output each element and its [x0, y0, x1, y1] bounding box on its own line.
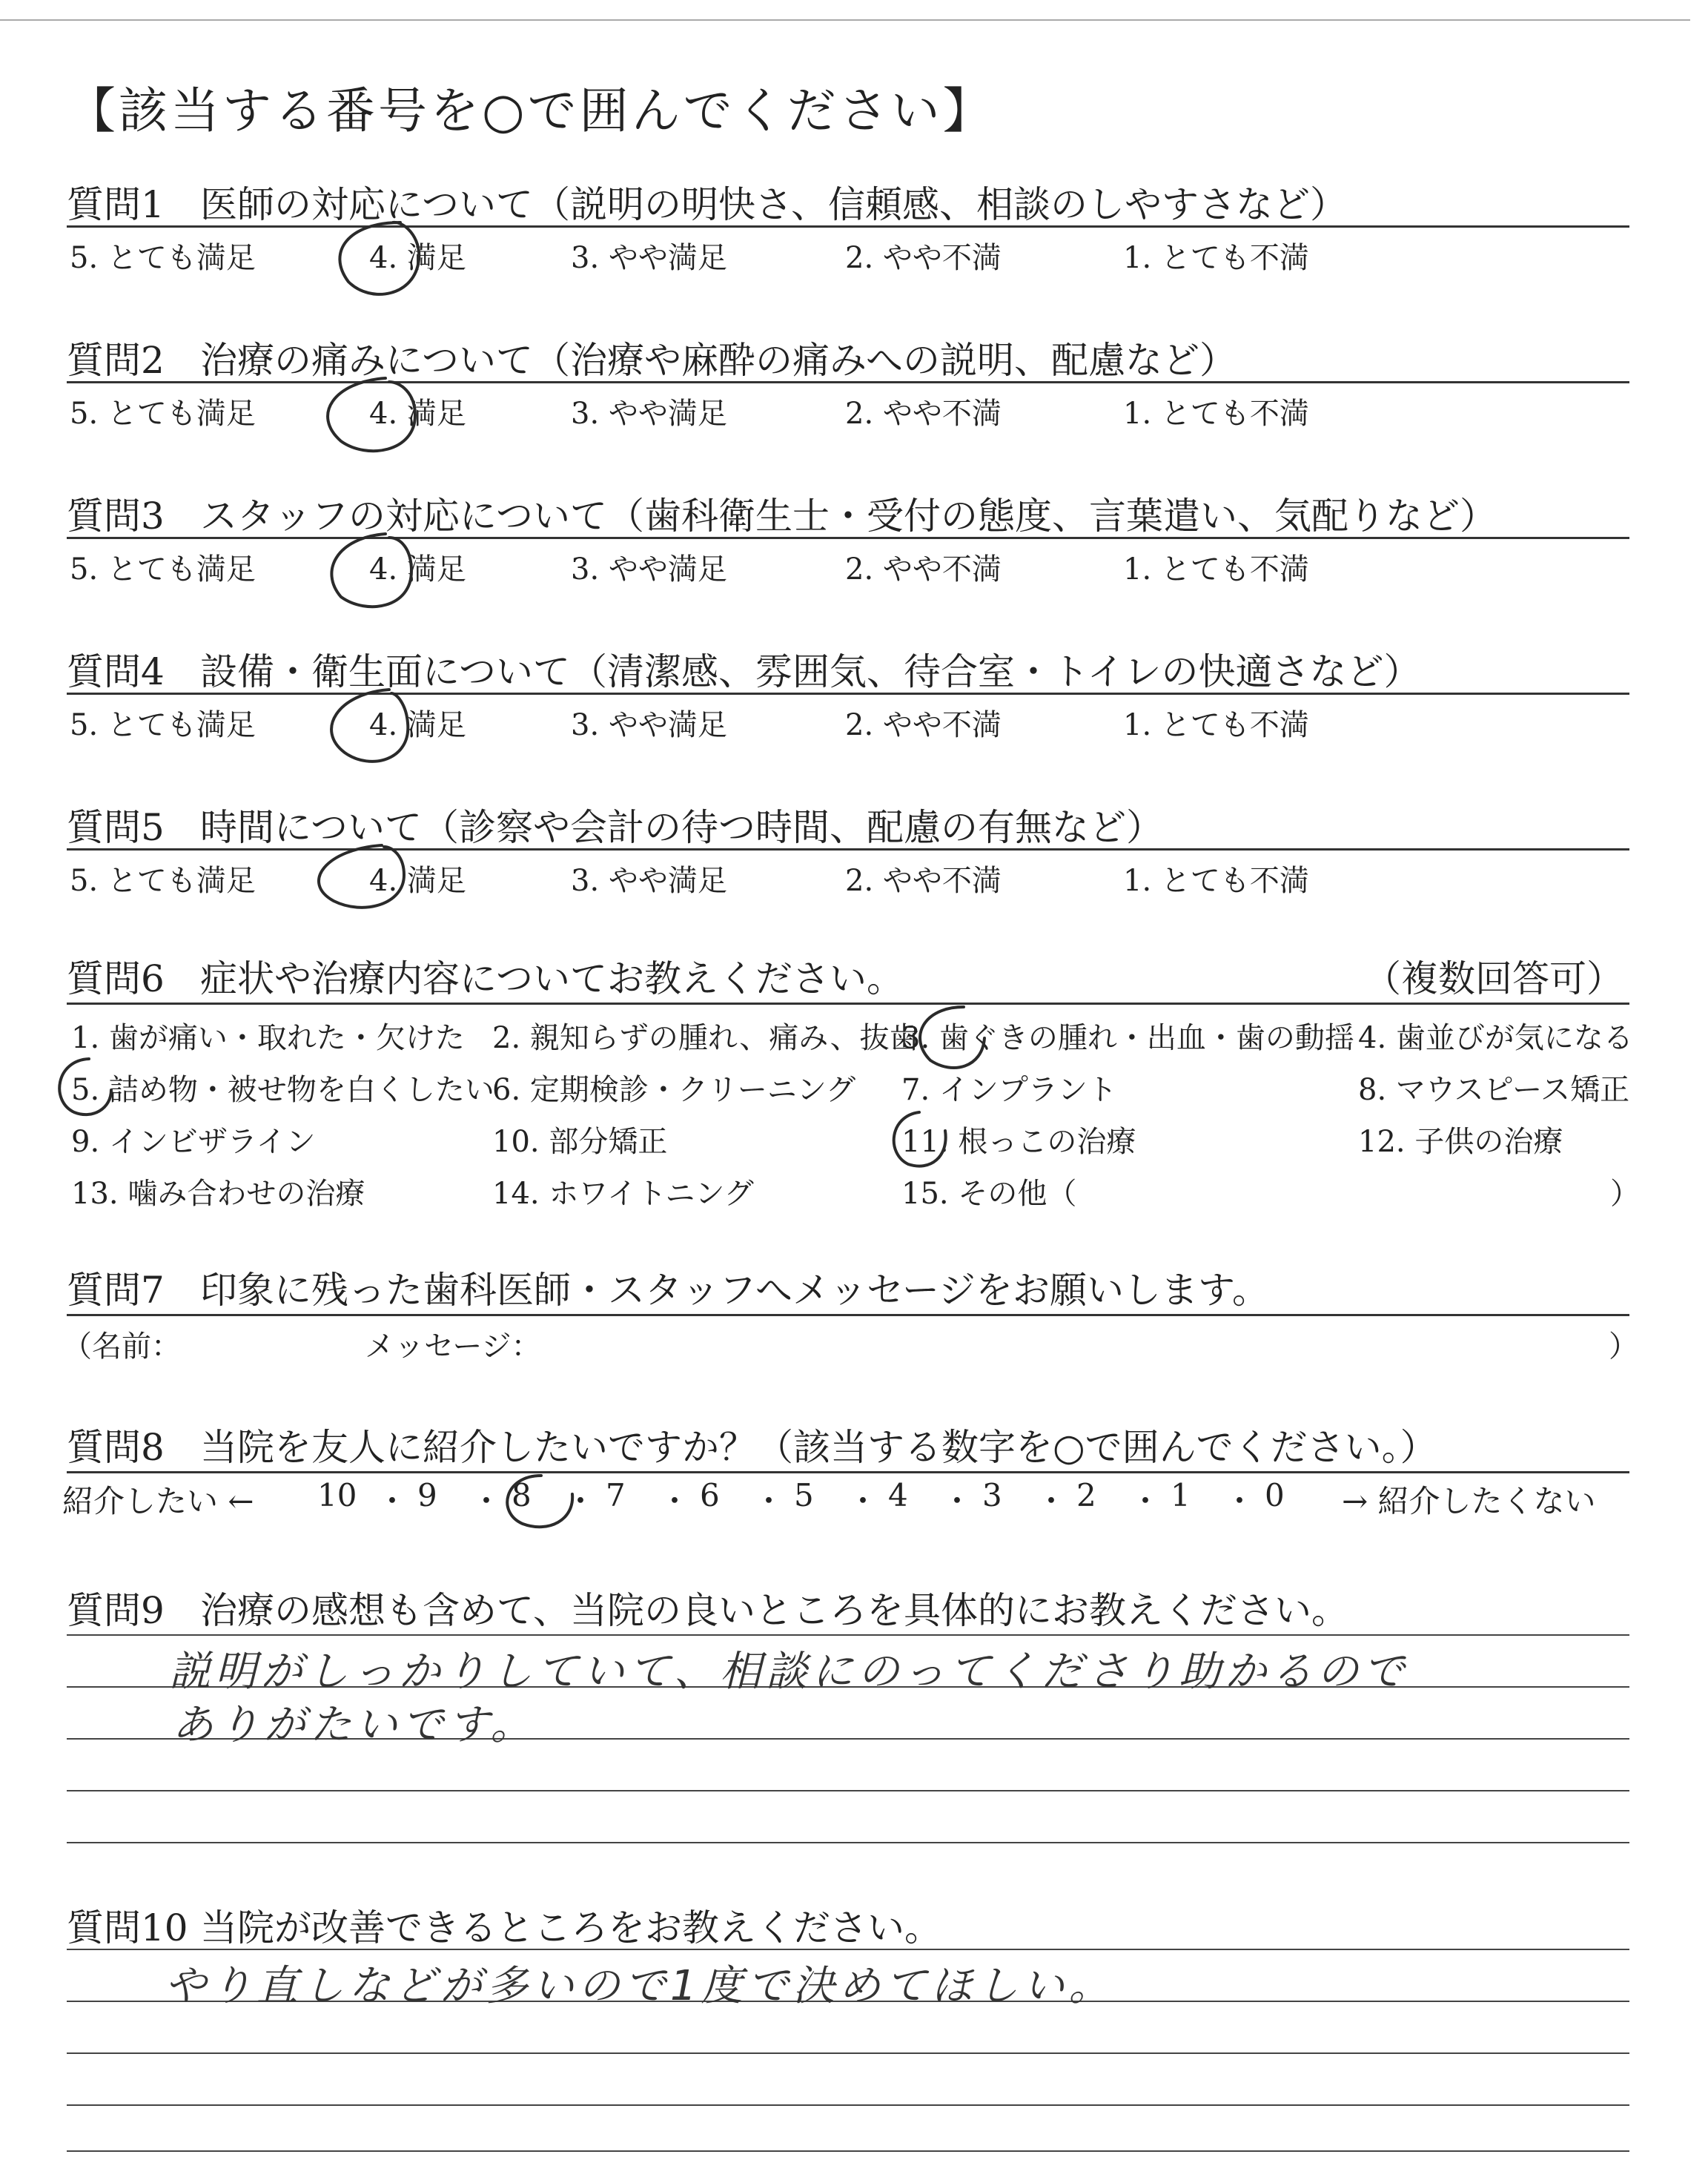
q3-option-5[interactable]: 5. とても満足: [70, 552, 256, 587]
q8-scale-3[interactable]: 3: [982, 1477, 1002, 1513]
q1-text: 医師の対応について（説明の明快さ、信頼感、相談のしやすさなど）: [200, 183, 1347, 226]
q8-scale-separator: ・: [1224, 1483, 1256, 1519]
q4-rule: [67, 693, 1629, 695]
q6-item-2[interactable]: 2. 親知らずの腫れ、痛み、抜歯: [492, 1021, 919, 1055]
q2-option-1[interactable]: 1. とても不満: [1123, 397, 1309, 431]
q6-item-3[interactable]: 3. 歯ぐきの腫れ・出血・歯の動揺: [901, 1021, 1354, 1055]
q6-item-16: ）: [1610, 1177, 1640, 1211]
q8-rule: [67, 1471, 1629, 1473]
q8-right-label: → 紹介したくない: [1342, 1483, 1596, 1519]
q7-message-label: メッセージ：: [365, 1330, 541, 1364]
q4-number: 質問4: [67, 650, 165, 693]
q8-left-label: 紹介したい ←: [62, 1483, 254, 1519]
q6-rule: [67, 1003, 1629, 1005]
q8-scale-separator: ・: [753, 1483, 785, 1519]
q8-scale-0[interactable]: 0: [1265, 1477, 1285, 1513]
q6-note: （複数回答可）: [1364, 957, 1623, 1000]
q1-option-2[interactable]: 2. やや不満: [845, 241, 1002, 275]
q4-title: [67, 642, 1421, 696]
q8-scale-2[interactable]: 2: [1076, 1477, 1096, 1513]
q7-name-label: （名前：: [62, 1330, 181, 1364]
q6-item-1[interactable]: 1. 歯が痛い・取れた・欠けた: [71, 1021, 465, 1055]
q9-rule-5: [67, 1842, 1629, 1843]
q5-option-3[interactable]: 3. やや満足: [571, 864, 727, 898]
q2-text: 治療の痛みについて（治療や麻酔の痛みへの説明、配慮など）: [200, 339, 1237, 382]
q8-number: 質問8: [67, 1426, 165, 1469]
q6-title: [67, 949, 904, 1003]
q8-scale-separator: ・: [377, 1483, 408, 1519]
q3-option-2[interactable]: 2. やや不満: [845, 552, 1002, 587]
q5-option-1[interactable]: 1. とても不満: [1123, 864, 1309, 898]
q10-rule-3: [67, 2052, 1629, 2054]
q1-option-5[interactable]: 5. とても満足: [70, 241, 256, 275]
q10-rule-5: [67, 2150, 1629, 2152]
q6-item-11[interactable]: 11. 根っこの治療: [901, 1125, 1136, 1159]
q8-scale-6[interactable]: 6: [700, 1477, 720, 1513]
q10-number: 質問10: [67, 1906, 188, 1949]
q3-option-4[interactable]: 4. 満足: [369, 552, 466, 587]
q8-scale-10[interactable]: 10: [317, 1477, 357, 1513]
q2-title: [67, 331, 1237, 384]
q10-rule-1: [67, 1949, 1629, 1950]
q8-scale-8[interactable]: 8: [512, 1477, 532, 1513]
q4-text: 設備・衛生面について（清潔感、雰囲気、待合室・トイレの快適さなど）: [200, 650, 1421, 693]
q1-option-3[interactable]: 3. やや満足: [571, 241, 727, 275]
q8-scale-separator: ・: [659, 1483, 691, 1519]
q9-number: 質問9: [67, 1589, 165, 1632]
q1-rule: [67, 225, 1629, 228]
q6-item-5[interactable]: 5. 詰め物・被せ物を白くしたい: [71, 1073, 494, 1107]
q6-item-14[interactable]: 14. ホワイトニング: [492, 1177, 754, 1211]
q6-item-7[interactable]: 7. インプラント: [901, 1073, 1117, 1107]
q5-number: 質問5: [67, 806, 165, 849]
q3-title: [67, 486, 1497, 540]
q10-answer-line-1: やり直しなどが多いので1度で決めてほしい。: [165, 1962, 1115, 2010]
q10-text: 当院が改善できるところをお教えください。: [200, 1906, 941, 1949]
q1-title: [67, 175, 1347, 228]
q2-option-3[interactable]: 3. やや満足: [571, 397, 727, 431]
q4-option-1[interactable]: 1. とても不満: [1123, 708, 1309, 742]
q3-rule: [67, 537, 1629, 539]
q7-title: [67, 1261, 1269, 1314]
q6-item-6[interactable]: 6. 定期検診・クリーニング: [492, 1073, 856, 1107]
q8-text: 当院を友人に紹介したいですか？（該当する数字を○で囲んでください。）: [200, 1426, 1437, 1469]
q6-item-13[interactable]: 13. 噛み合わせの治療: [71, 1177, 365, 1211]
q8-scale-separator: ・: [1036, 1483, 1068, 1519]
q5-rule: [67, 848, 1629, 851]
q2-number: 質問2: [67, 339, 165, 382]
q9-answer-line-2: ありがたいです。: [172, 1701, 537, 1749]
q6-item-4[interactable]: 4. 歯並びが気になる: [1358, 1021, 1633, 1055]
q6-text: 症状や治療内容についてお教えください。: [200, 957, 904, 1000]
q6-item-12[interactable]: 12. 子供の治療: [1358, 1125, 1563, 1159]
q8-scale-7[interactable]: 7: [606, 1477, 626, 1513]
q1-number: 質問1: [67, 183, 165, 226]
q2-option-5[interactable]: 5. とても満足: [70, 397, 256, 431]
q2-option-2[interactable]: 2. やや不満: [845, 397, 1002, 431]
q5-option-4[interactable]: 4. 満足: [369, 864, 466, 898]
q2-option-4[interactable]: 4. 満足: [369, 397, 466, 431]
q5-option-5[interactable]: 5. とても満足: [70, 864, 256, 898]
q8-scale-1[interactable]: 1: [1171, 1477, 1191, 1513]
q4-option-2[interactable]: 2. やや不満: [845, 708, 1002, 742]
q3-option-1[interactable]: 1. とても不満: [1123, 552, 1309, 587]
q6-item-9[interactable]: 9. インビザライン: [71, 1125, 316, 1159]
q4-option-3[interactable]: 3. やや満足: [571, 708, 727, 742]
q10-rule-4: [67, 2104, 1629, 2106]
q6-item-10[interactable]: 10. 部分矯正: [492, 1125, 668, 1159]
q4-option-4[interactable]: 4. 満足: [369, 708, 466, 742]
q9-answer-line-1: 説明がしっかりしていて、相談にのってくださり助かるので: [169, 1648, 1409, 1696]
top-border: [0, 19, 1690, 21]
q8-scale-separator: ・: [1130, 1483, 1162, 1519]
q8-scale-9[interactable]: 9: [417, 1477, 437, 1513]
q7-rule: [67, 1314, 1629, 1316]
q1-option-4[interactable]: 4. 満足: [369, 241, 466, 275]
page-title: 【該当する番号を○で囲んでください】: [67, 82, 995, 139]
q5-title: [67, 798, 1163, 851]
q7-number: 質問7: [67, 1269, 165, 1312]
q9-title: [67, 1581, 1348, 1634]
q7-text: 印象に残った歯科医師・スタッフへメッセージをお願いします。: [200, 1269, 1269, 1312]
q8-title: [67, 1418, 1437, 1471]
q3-option-3[interactable]: 3. やや満足: [571, 552, 727, 587]
q1-option-1[interactable]: 1. とても不満: [1123, 241, 1309, 275]
q6-item-15[interactable]: 15. その他（: [901, 1177, 1077, 1211]
q9-text: 治療の感想も含めて、当院の良いところを具体的にお教えください。: [200, 1589, 1348, 1632]
q9-rule-4: [67, 1790, 1629, 1791]
q8-scale-separator: ・: [941, 1483, 973, 1519]
q4-option-5[interactable]: 5. とても満足: [70, 708, 256, 742]
q9-rule-1: [67, 1634, 1629, 1636]
q3-text: スタッフの対応について（歯科衛生士・受付の態度、言葉遣い、気配りなど）: [200, 495, 1497, 538]
q10-title: [67, 1898, 941, 1952]
q6-item-8[interactable]: 8. マウスピース矯正: [1358, 1073, 1630, 1107]
q8-scale-4[interactable]: 4: [888, 1477, 908, 1513]
q5-text: 時間について（診察や会計の待つ時間、配慮の有無など）: [200, 806, 1163, 849]
q8-scale-5[interactable]: 5: [794, 1477, 814, 1513]
q8-scale-separator: ・: [565, 1483, 597, 1519]
q3-number: 質問3: [67, 495, 165, 538]
q6-number: 質問6: [67, 957, 165, 1000]
q7-close: ）: [1609, 1330, 1638, 1364]
q8-scale-separator: ・: [847, 1483, 879, 1519]
q8-scale-separator: ・: [471, 1483, 503, 1519]
q2-rule: [67, 381, 1629, 383]
q5-option-2[interactable]: 2. やや不満: [845, 864, 1002, 898]
